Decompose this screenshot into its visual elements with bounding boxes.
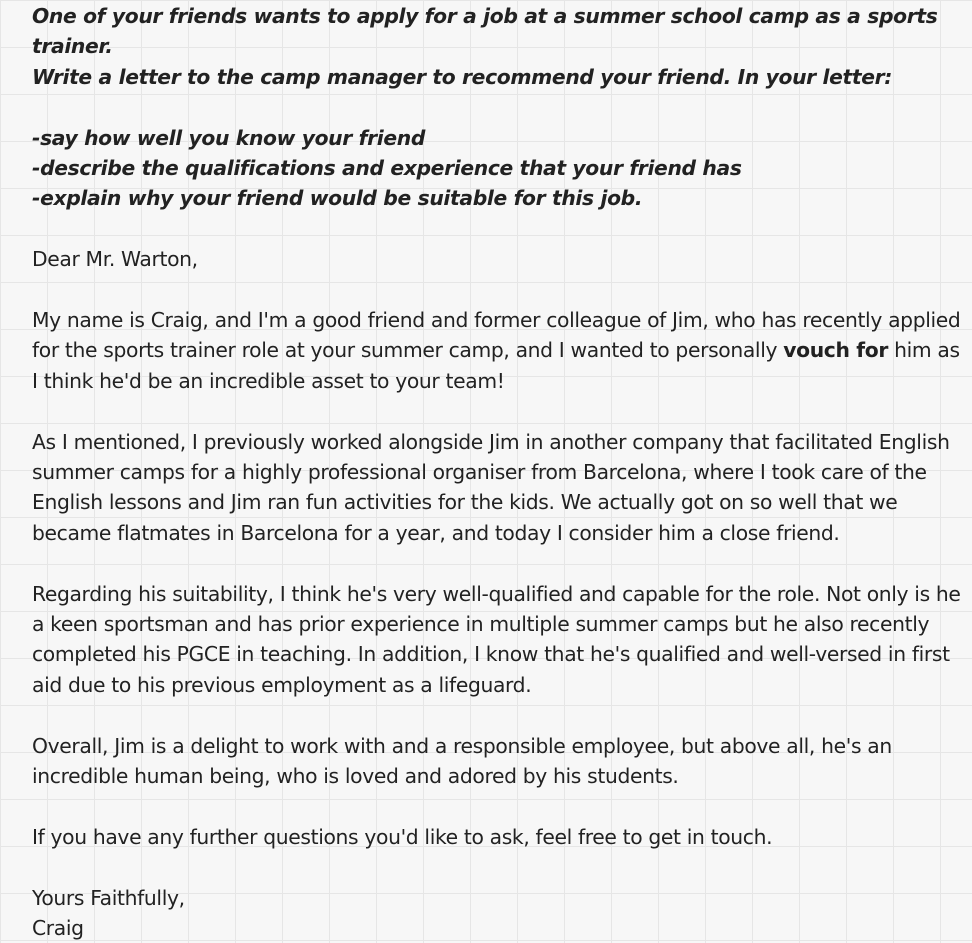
task-prompt: [32, 1, 962, 214]
intro-bold-phrase: vouch for: [783, 338, 888, 363]
task-bullet-list: [32, 123, 962, 214]
intro-text-end: him as I think he'd be an incredible asset to your team!: [32, 338, 960, 393]
letter-closing: Yours Faithfully,: [32, 885, 185, 910]
task-prompt-line-2: Write a letter to the camp manager to recommend your friend. In your letter:: [32, 64, 893, 89]
letter-paragraph-relationship: As I mentioned, I previously worked alongside Jim in another company that facilitated English summer camps for a highly professional organiser from Barcelona, where I took care of the English lessons and Jim ran fun activities for the kids. We actually got on so well that we became flatmates in Barcelona for a year, and today I consider him a close friend.: [32, 429, 950, 545]
task-prompt-line-1: One of your friends wants to apply for a job at a summer school camp as a sports trainer.: [32, 4, 938, 59]
intro-text-start: My name is Craig, and I'm a good friend and former colleague of Jim, who has recently applied for the sports trainer role at your summer camp, and I wanted to personally: [32, 308, 961, 363]
letter-paragraph-contact: If you have any further questions you'd like to ask, feel free to get in touch.: [32, 824, 773, 849]
letter-signoff: [32, 883, 962, 943]
letter-body: [32, 244, 962, 943]
task-bullet-item: -say how well you know your friend: [32, 125, 426, 150]
letter-signature: Craig: [32, 916, 84, 941]
document-content: [32, 1, 962, 943]
letter-paragraph-suitability: Regarding his suitability, I think he's very well-qualified and capable for the role. Not only is he a keen sportsman and has prior experience in multiple summer camps but he also recently completed his PGCE in teaching. In addition, I know that he's qualified and well-versed in first aid due to his previous employment as a lifeguard.: [32, 581, 961, 697]
letter-paragraph-intro: [32, 305, 962, 396]
letter-salutation: Dear Mr. Warton,: [32, 247, 198, 272]
task-bullet-item: -explain why your friend would be suitable for this job.: [32, 186, 643, 211]
letter-paragraph-overall: Overall, Jim is a delight to work with and a responsible employee, but above all, he's an incredible human being, who is loved and adored by his students.: [32, 733, 892, 789]
task-bullet-item: -describe the qualifications and experience that your friend has: [32, 156, 742, 181]
